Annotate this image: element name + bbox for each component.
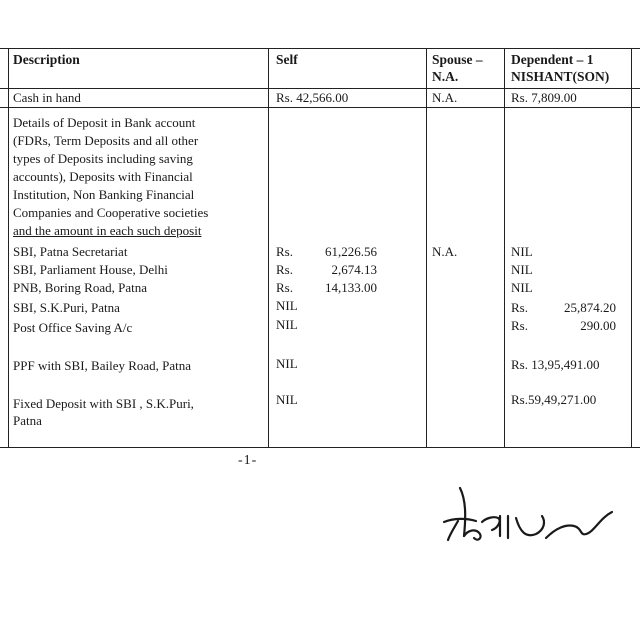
cash-row-bottom-border: [0, 107, 640, 108]
cash-label: Cash in hand: [13, 90, 81, 105]
header-self: Self: [276, 52, 298, 67]
deposit-intro-line: Details of Deposit in Bank account: [13, 115, 196, 130]
table-bottom-border: [0, 447, 640, 448]
cash-dependent: Rs. 7,809.00: [511, 90, 577, 105]
account-dependent-prefix: NIL: [511, 244, 533, 259]
page-number: -1-: [238, 453, 258, 468]
account-dependent-prefix: Rs.: [511, 300, 528, 315]
column-divider-3: [426, 48, 427, 448]
account-self-prefix: NIL: [276, 317, 298, 332]
deposit-intro-line: types of Deposits including saving: [13, 151, 193, 166]
account-name-sbi-sk-puri: SBI, S.K.Puri, Patna: [13, 300, 120, 315]
account-self-prefix: Rs.: [276, 262, 293, 277]
header-dependent-line1: Dependent – 1: [511, 52, 594, 67]
column-divider-5: [631, 48, 632, 448]
account-name-pnb-boring-road: PNB, Boring Road, Patna: [13, 280, 147, 295]
deposit-intro-line: accounts), Deposits with Financial: [13, 169, 193, 184]
deposit-intro-line: and the amount in each such deposit: [13, 223, 202, 238]
column-divider-4: [504, 48, 505, 448]
account-dependent-value: 290.00: [580, 318, 616, 333]
account-self-prefix: Rs.: [276, 244, 293, 259]
column-divider-2: [268, 48, 269, 448]
handwritten-signature: [436, 478, 626, 558]
fd-dependent: Rs.59,49,271.00: [511, 392, 597, 407]
account-self-prefix: NIL: [276, 298, 298, 313]
account-dependent-prefix: NIL: [511, 280, 533, 295]
fd-name-line1: Fixed Deposit with SBI , S.K.Puri,: [13, 396, 194, 411]
account-spouse: N.A.: [432, 244, 458, 259]
ppf-name: PPF with SBI, Bailey Road, Patna: [13, 358, 192, 373]
fd-name-line2: Patna: [13, 413, 42, 428]
header-spouse-line1: Spouse –: [432, 52, 483, 67]
ppf-self: NIL: [276, 356, 298, 371]
account-dependent-value: 25,874.20: [564, 300, 616, 315]
account-name-post-office: Post Office Saving A/c: [13, 320, 133, 335]
header-bottom-border: [0, 88, 640, 89]
column-divider-1: [8, 48, 9, 448]
account-name-sbi-parliament-house: SBI, Parliament House, Delhi: [13, 262, 168, 277]
deposit-intro-line: Companies and Cooperative societies: [13, 205, 209, 220]
account-dependent-prefix: NIL: [511, 262, 533, 277]
deposit-intro-line: Institution, Non Banking Financial: [13, 187, 195, 202]
deposit-intro-line: (FDRs, Term Deposits and all other: [13, 133, 199, 148]
ppf-dependent: Rs. 13,95,491.00: [511, 357, 600, 372]
account-self-value: 61,226.56: [325, 244, 377, 259]
account-self-value: 14,133.00: [325, 280, 377, 295]
header-spouse-line2: N.A.: [432, 69, 459, 84]
fd-self: NIL: [276, 392, 298, 407]
cash-self: Rs. 42,566.00: [276, 90, 349, 105]
account-self-prefix: Rs.: [276, 280, 293, 295]
header-description: Description: [13, 52, 80, 67]
cash-spouse: N.A.: [432, 90, 458, 105]
account-dependent-prefix: Rs.: [511, 318, 528, 333]
header-dependent-line2: NISHANT(SON): [511, 69, 610, 84]
account-self-value: 2,674.13: [331, 262, 377, 277]
account-name-sbi-patna-secretariat: SBI, Patna Secretariat: [13, 244, 128, 259]
table-top-border: [0, 48, 640, 49]
